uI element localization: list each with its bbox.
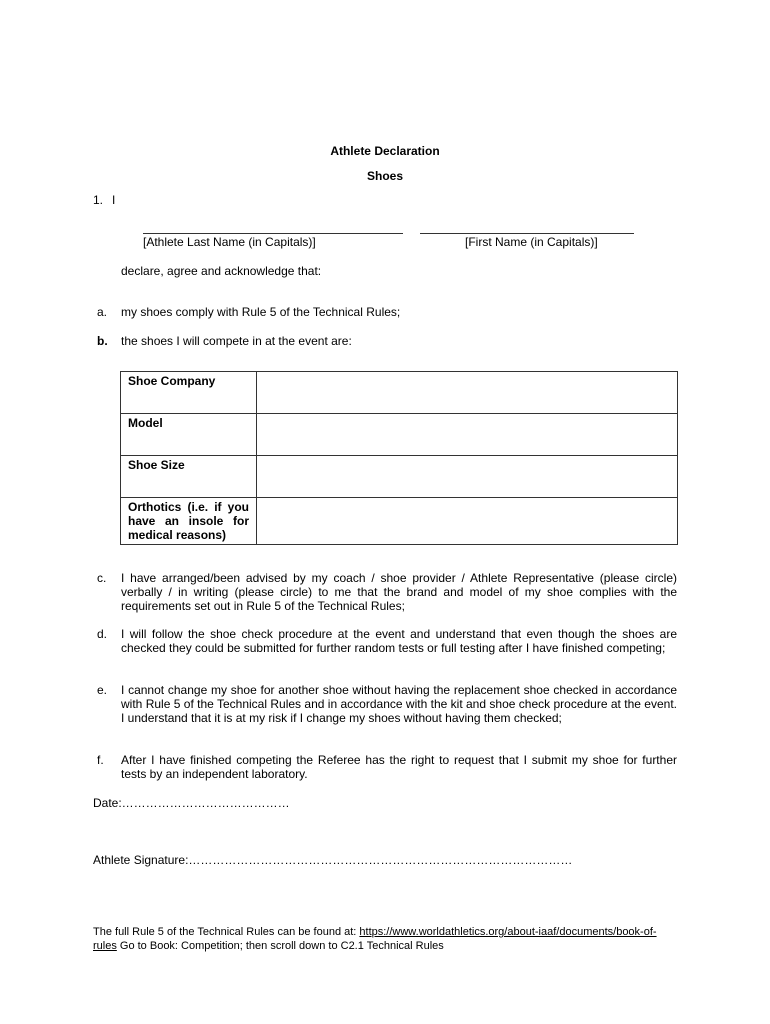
item-e-text: I cannot change my shoe for another shoe without having the replacement shoe checked in accordance with Rule 5 of the Technical Rules and in accordance with the kit and shoe check procedure at the event. I understand that it is at my risk if I change my shoes without having them checked; xyxy=(121,683,677,725)
item-d-marker: d. xyxy=(97,627,108,641)
first-name-label: [First Name (in Capitals)] xyxy=(465,235,598,249)
item-d-text: I will follow the shoe check procedure at the event and understand that even though the shoes are checked they could be submitted for further random tests or full testing after I have finished competing; xyxy=(121,627,677,655)
shoe-size-label: Shoe Size xyxy=(121,456,257,498)
model-field[interactable] xyxy=(257,414,678,456)
signature-field[interactable]: Athlete Signature:…………………………………………………………………………………… xyxy=(93,853,573,867)
shoe-size-field[interactable] xyxy=(257,456,678,498)
orthotics-label: Orthotics (i.e. if you have an insole for medical reasons) xyxy=(121,498,257,545)
item-e-marker: e. xyxy=(97,683,108,697)
shoe-details-table xyxy=(120,371,678,545)
item-a-marker: a. xyxy=(97,305,108,319)
orthotics-field[interactable] xyxy=(257,498,678,545)
item-a-text: my shoes comply with Rule 5 of the Technical Rules; xyxy=(121,305,401,319)
rules-link[interactable]: https://www.worldathletics.org/about-iaaf/documents/book-of-rules xyxy=(93,926,657,952)
shoe-company-label: Shoe Company xyxy=(121,372,257,414)
date-field[interactable]: Date:…………………………………… xyxy=(93,796,290,810)
declaration-intro: declare, agree and acknowledge that: xyxy=(121,264,322,278)
item-c-marker: c. xyxy=(97,571,107,585)
table-row xyxy=(121,456,678,498)
table-row xyxy=(121,372,678,414)
last-name-label: [Athlete Last Name (in Capitals)] xyxy=(143,235,316,249)
footer-note xyxy=(93,925,679,953)
last-name-line xyxy=(143,233,403,234)
item-f-text: After I have finished competing the Referee has the right to request that I submit my shoe for further tests by an independent laboratory. xyxy=(121,753,677,781)
footer-prefix: The full Rule 5 of the Technical Rules can be found at: xyxy=(93,926,360,938)
item-b-text: the shoes I will compete in at the event are: xyxy=(121,334,352,348)
table-row xyxy=(121,498,678,545)
page-title: Athlete Declaration xyxy=(330,144,440,158)
item-b-marker: b. xyxy=(97,334,108,348)
item-1-pronoun: I xyxy=(112,193,116,207)
shoe-company-field[interactable] xyxy=(257,372,678,414)
item-1-number: 1. xyxy=(93,193,104,207)
model-label: Model xyxy=(121,414,257,456)
table-row xyxy=(121,414,678,456)
first-name-line xyxy=(420,233,634,234)
item-f-marker: f. xyxy=(97,753,104,767)
page-subtitle: Shoes xyxy=(366,169,403,183)
footer-suffix: Go to Book: Competition; then scroll down to C2.1 Technical Rules xyxy=(116,940,444,952)
item-c-text: I have arranged/been advised by my coach / shoe provider / Athlete Representative (please circle) verbally / in writing (please circle) to me that the brand and model of my shoe complies with the requirements set out in Rule 5 of the Technical Rules; xyxy=(121,571,677,613)
